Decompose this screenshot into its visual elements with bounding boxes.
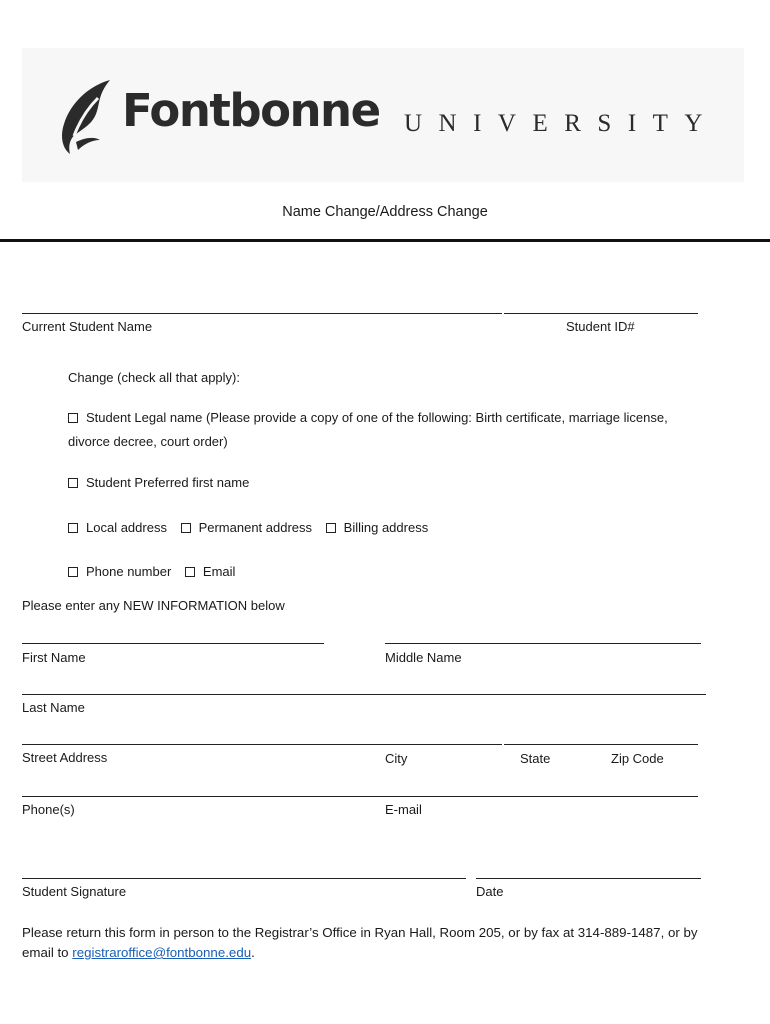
state-label: State <box>520 751 551 766</box>
current-name-label: Current Student Name <box>22 319 153 334</box>
preferred-name-option <box>68 475 249 490</box>
legal-name-checkbox[interactable] <box>68 413 78 423</box>
email-label: Email <box>202 564 236 579</box>
billing-address-label: Billing address <box>343 520 429 535</box>
first-name-field[interactable] <box>22 643 324 644</box>
permanent-address-label: Permanent address <box>198 520 313 535</box>
footer-text: Please return this form in person to the Registrar’s Office in Ryan Hall, Room 205, or by fax at 314-889-1487, or by <box>22 925 698 940</box>
city-label: City <box>385 751 408 766</box>
local-address-label: Local address <box>86 520 167 535</box>
street-address-label: Street Address <box>22 750 108 765</box>
zip-code-label: Zip Code <box>611 751 664 766</box>
logo-wordmark: Fontbonne <box>122 84 380 137</box>
current-name-field[interactable] <box>22 313 502 314</box>
page-title: Name Change/Address Change <box>282 204 488 220</box>
address-options <box>68 520 428 535</box>
legal-name-option <box>68 410 668 425</box>
date-field[interactable] <box>476 878 701 879</box>
email-field-label: E-mail <box>385 802 422 817</box>
registrar-email-link[interactable]: registraroffice@fontbonne.edu <box>72 945 252 960</box>
footer-email-prefix: email to <box>22 945 73 960</box>
student-id-field[interactable] <box>504 313 698 314</box>
preferred-name-checkbox[interactable] <box>68 478 78 488</box>
phone-label: Phone(s) <box>22 802 75 817</box>
footer-email-line <box>22 945 255 960</box>
phone-number-checkbox[interactable] <box>68 567 78 577</box>
local-address-checkbox[interactable] <box>68 523 78 533</box>
middle-name-label: Middle Name <box>385 650 462 665</box>
email-checkbox[interactable] <box>185 567 195 577</box>
legal-name-label-cont: divorce decree, court order) <box>68 434 228 449</box>
last-name-label: Last Name <box>22 700 85 715</box>
first-name-label: First Name <box>22 650 86 665</box>
flame-leaf-icon <box>58 78 114 156</box>
middle-name-field[interactable] <box>385 643 701 644</box>
phone-number-label: Phone number <box>86 564 172 579</box>
title-rule <box>0 239 770 242</box>
last-name-field[interactable] <box>22 694 706 695</box>
signature-field[interactable] <box>22 878 466 879</box>
change-heading: Change (check all that apply): <box>68 370 240 385</box>
billing-address-checkbox[interactable] <box>326 523 336 533</box>
date-label: Date <box>476 884 504 899</box>
footer-email-suffix: . <box>251 945 255 960</box>
new-info-prompt: Please enter any NEW INFORMATION below <box>22 598 285 613</box>
legal-name-label: Student Legal name (Please provide a copy of one of the following: Birth certificate, marriage license, <box>86 410 668 425</box>
street-city-field[interactable] <box>22 744 502 745</box>
phone-email-field[interactable] <box>22 796 698 797</box>
contact-options <box>68 564 235 579</box>
permanent-address-checkbox[interactable] <box>181 523 191 533</box>
signature-label: Student Signature <box>22 884 127 899</box>
state-zip-field[interactable] <box>504 744 698 745</box>
preferred-name-label: Student Preferred first name <box>86 475 250 490</box>
logo-university-text: UNIVERSITY <box>404 110 719 137</box>
student-id-label: Student ID# <box>566 319 635 334</box>
